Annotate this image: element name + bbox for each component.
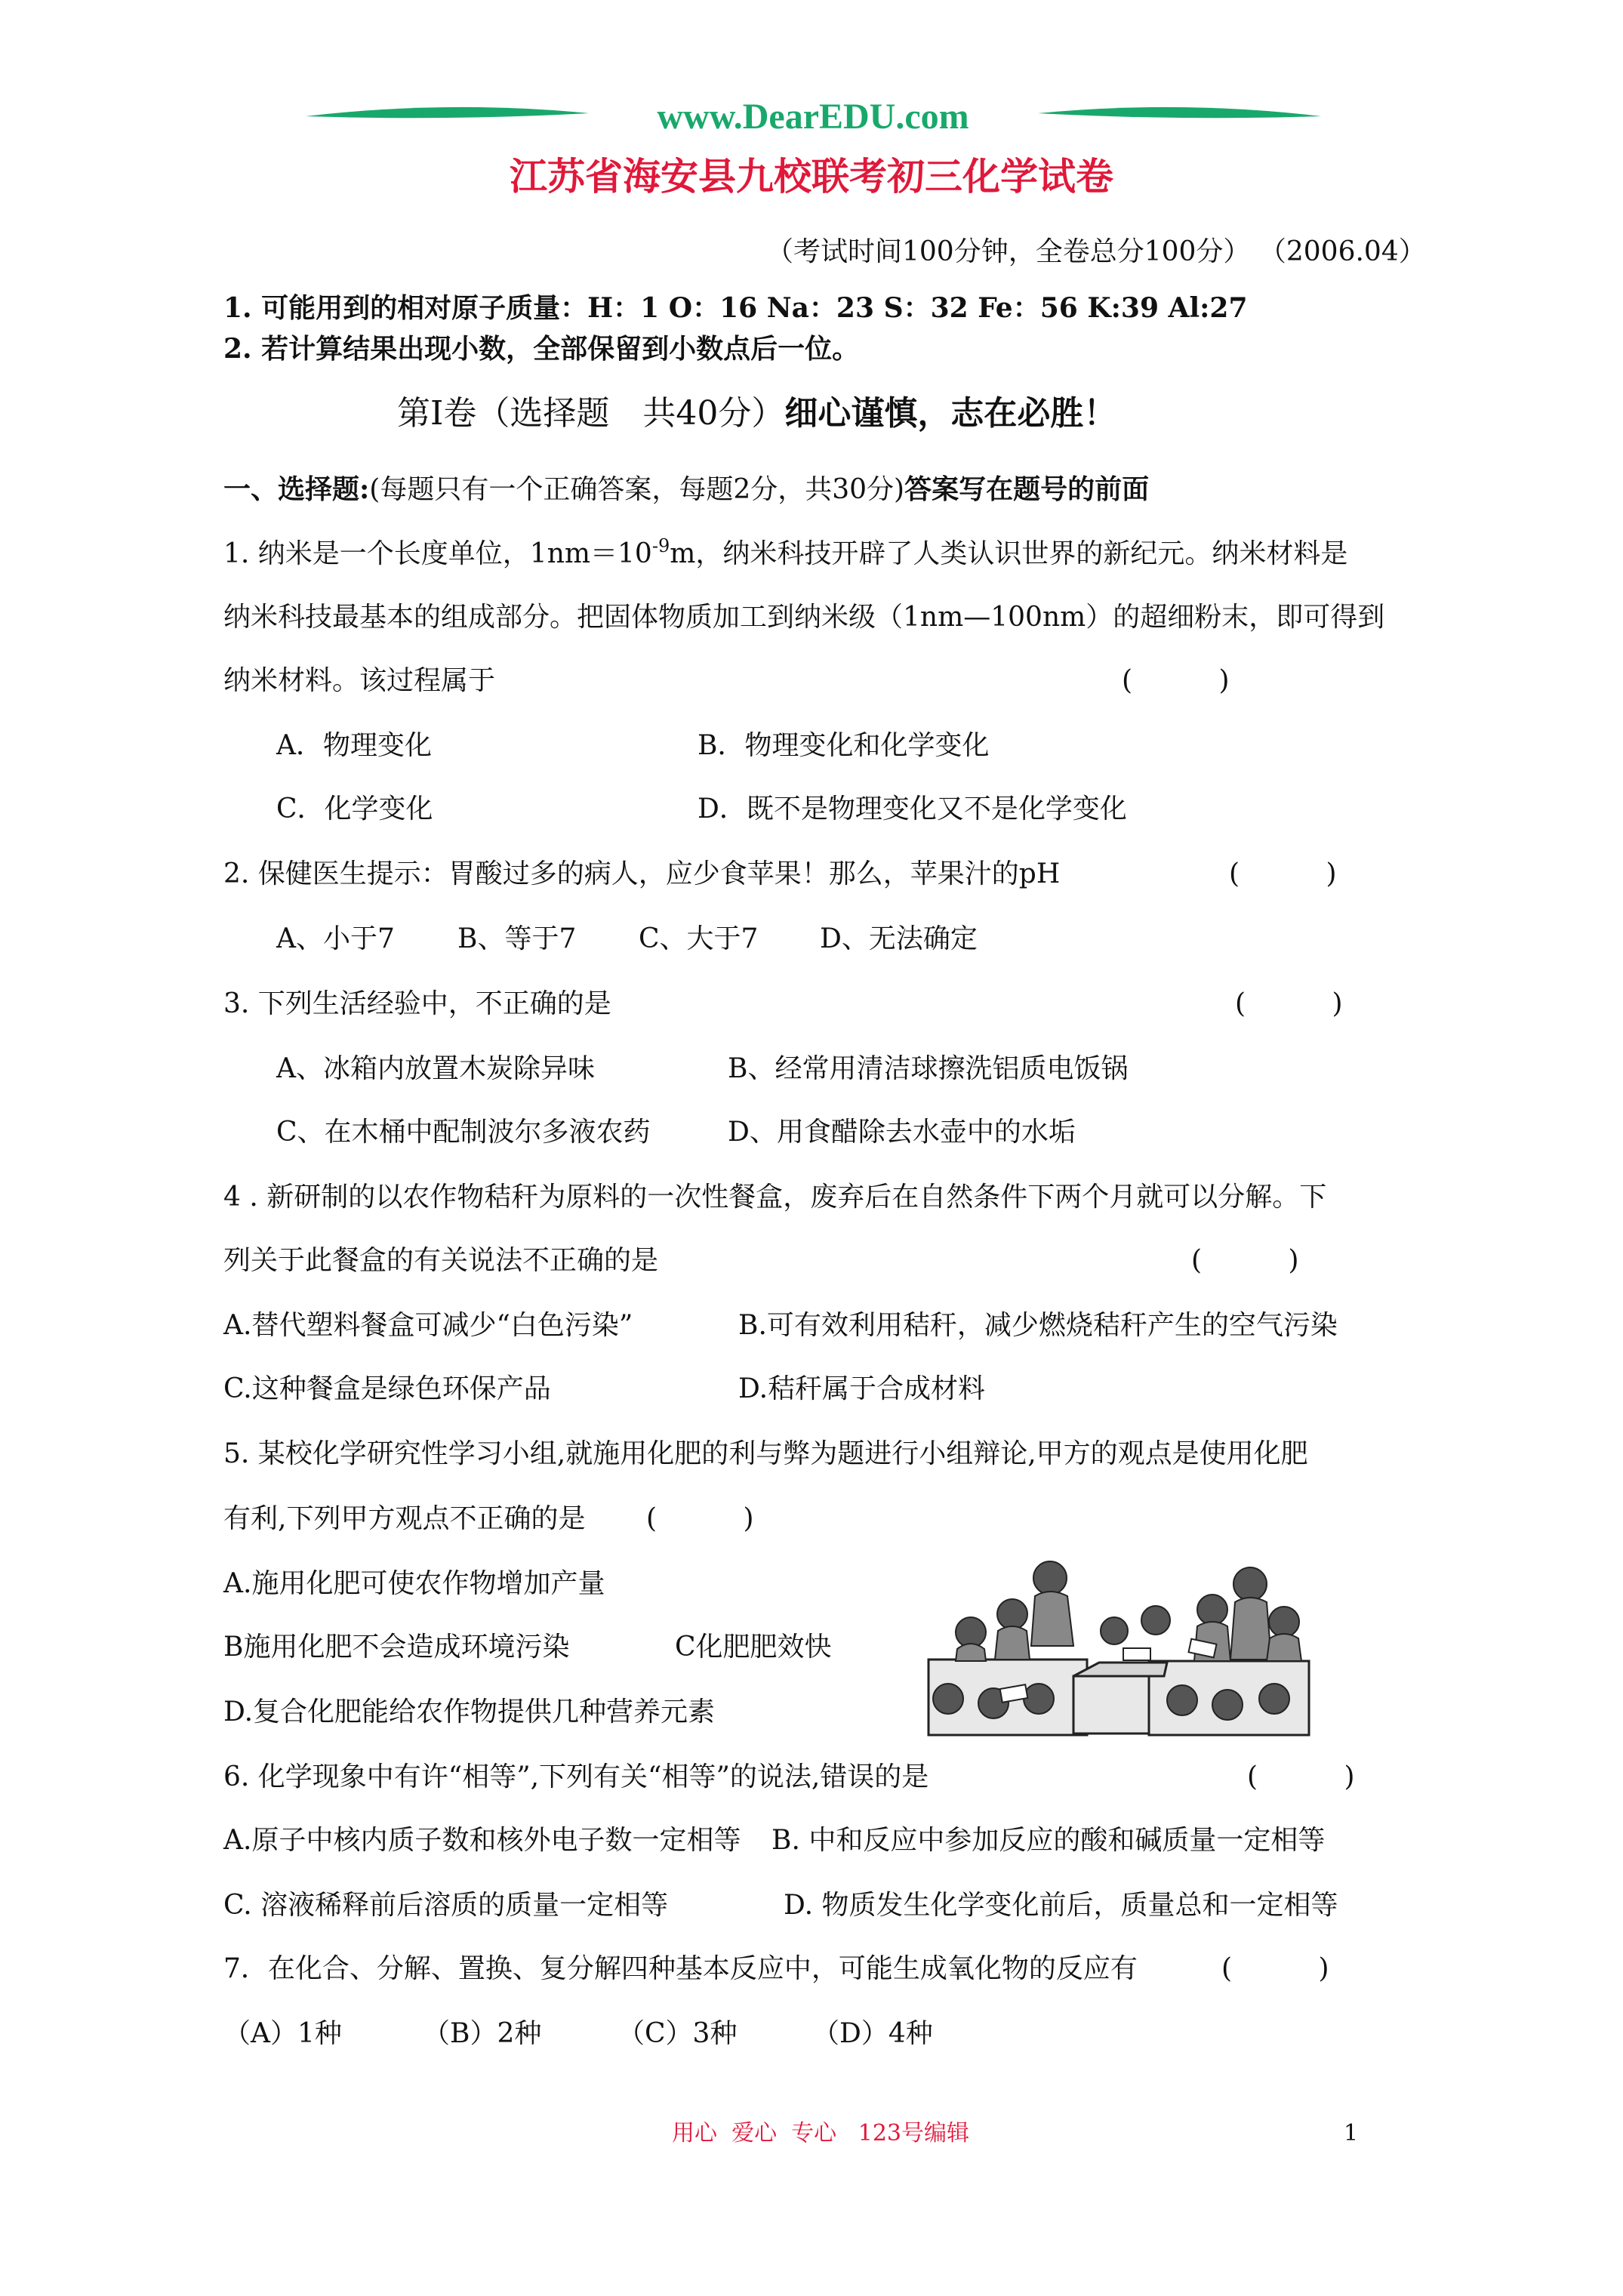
q6-stem: 6. 化学现象中有许“相等”,下列有关“相等”的说法,错误的是 xyxy=(223,1761,929,1792)
q1-answer-paren: ( ) xyxy=(1122,665,1230,696)
debate-illustration xyxy=(925,1548,1312,1737)
q5-line-1: 5. 某校化学研究性学习小组,就施用化肥的利与弊为题进行小组辩论,甲方的观点是使用化肥 xyxy=(223,1438,1308,1469)
q7-option-b: （B）2种 xyxy=(423,2018,542,2049)
q6-option-a: A.原子中核内质子数和核外电子数一定相等 xyxy=(223,1825,741,1856)
section-title-normal: 第Ⅰ卷（选择题 共40分） xyxy=(397,394,785,433)
q3-stem: 3. 下列生活经验中，不正确的是 xyxy=(223,988,611,1019)
q2-stem: 2. 保健医生提示：胃酸过多的病人，应少食苹果！那么，苹果汁的pH xyxy=(223,858,1061,889)
q5-line-2: 有利,下列甲方观点不正确的是 xyxy=(223,1503,586,1534)
q1-line-1: 1. 纳米是一个长度单位，$1nm=10^{-9}m$，纳米科技开辟了人类认识世界的新纪元。纳米材料是 xyxy=(223,535,1348,569)
q3-option-b: B、经常用清洁球擦洗铝质电饭锅 xyxy=(728,1053,1129,1084)
left-swoosh xyxy=(306,107,589,118)
q7-answer-paren: ( ) xyxy=(1221,1953,1329,1984)
q3-option-a: A、冰箱内放置木炭除异味 xyxy=(276,1053,595,1084)
q5-option-c: C化肥肥效快 xyxy=(675,1632,832,1663)
page-number: 1 xyxy=(1344,2120,1359,2147)
note-2: 2. 若计算结果出现小数，全部保留到小数点后一位。 xyxy=(223,333,860,365)
q4-option-b: B.可有效利用秸秆，减少燃烧秸秆产生的空气污染 xyxy=(738,1310,1338,1341)
q4-option-a: A.替代塑料餐盒可减少“白色污染” xyxy=(223,1310,633,1341)
q1-line-3: 纳米材料。该过程属于 xyxy=(223,665,496,696)
header-site: www.DearEDU.com xyxy=(657,97,969,137)
q5-option-d: D.复合化肥能给农作物提供几种营养元素 xyxy=(223,1697,716,1727)
section-title xyxy=(397,393,1116,435)
q2-answer-paren: ( ) xyxy=(1229,858,1337,889)
q1-option-c: C．化学变化 xyxy=(276,794,433,824)
q4-line-1: 4 . 新研制的以农作物秸秆为原料的一次性餐盒，废弃后在自然条件下两个月就可以分解。下 xyxy=(223,1182,1327,1213)
q3-option-d: D、用食醋除去水壶中的水垢 xyxy=(728,1117,1076,1148)
section-title-bold: 细心谨慎，志在必胜！ xyxy=(784,394,1117,433)
exam-info: （考试时间100分钟，全卷总分100分） （2006.04） xyxy=(766,236,1426,267)
q4-option-d: D.秸秆属于合成材料 xyxy=(738,1373,986,1404)
q4-line-2: 列关于此餐盒的有关说法不正确的是 xyxy=(223,1245,659,1276)
q6-option-d: D. 物质发生化学变化前后，质量总和一定相等 xyxy=(784,1890,1338,1921)
q1-option-d: D．既不是物理变化又不是化学变化 xyxy=(698,794,1127,824)
q6-option-b: B. 中和反应中参加反应的酸和碱质量一定相等 xyxy=(771,1825,1326,1856)
q5-option-a: A.施用化肥可使农作物增加产量 xyxy=(223,1568,605,1599)
q4-answer-paren: ( ) xyxy=(1191,1245,1299,1276)
page-title: 江苏省海安县九校联考初三化学试卷 xyxy=(510,154,1113,199)
q2-option-c: C、大于7 xyxy=(639,923,759,954)
q6-option-c: C. 溶液稀释前后溶质的质量一定相等 xyxy=(223,1890,669,1921)
q2-option-b: B、等于7 xyxy=(457,923,577,954)
q7-stem: 7．在化合、分解、置换、复分解四种基本反应中，可能生成氧化物的反应有 xyxy=(223,1953,1138,1984)
q2-option-a: A、小于7 xyxy=(276,923,395,954)
q4-option-c: C.这种餐盒是绿色环保产品 xyxy=(223,1373,551,1404)
q6-answer-paren: ( ) xyxy=(1247,1761,1355,1792)
q2-option-d: D、无法确定 xyxy=(820,923,978,954)
q7-option-a: （A）1种 xyxy=(223,2018,342,2049)
q5-option-b: B施用化肥不会造成环境污染 xyxy=(223,1632,570,1663)
part1-header: 一、选择题:(每题只有一个正确答案，每题2分，共30分)答案写在题号的前面 xyxy=(223,473,1150,505)
q5-answer-paren: ( ) xyxy=(646,1503,754,1534)
note-1: 1. 可能用到的相对原子质量：H：1 O：16 Na：23 S：32 Fe：56 K:39 Al:27 xyxy=(223,292,1248,324)
right-swoosh xyxy=(1038,107,1321,118)
q1-option-b: B．物理变化和化学变化 xyxy=(698,730,990,761)
q7-option-d: （D）4种 xyxy=(812,2018,933,2049)
q3-answer-paren: ( ) xyxy=(1235,988,1343,1019)
q3-option-c: C、在木桶中配制波尔多液农药 xyxy=(276,1117,651,1148)
q1-option-a: A．物理变化 xyxy=(276,730,432,761)
footer-text: 用心 爱心 专心 123号编辑 xyxy=(672,2120,970,2147)
q1-line-2: 纳米科技最基本的组成部分。把固体物质加工到纳米级（1nm—100nm）的超细粉末，即可得到 xyxy=(223,602,1385,633)
q7-option-c: （C）3种 xyxy=(617,2018,738,2049)
header-banner xyxy=(306,97,1321,142)
